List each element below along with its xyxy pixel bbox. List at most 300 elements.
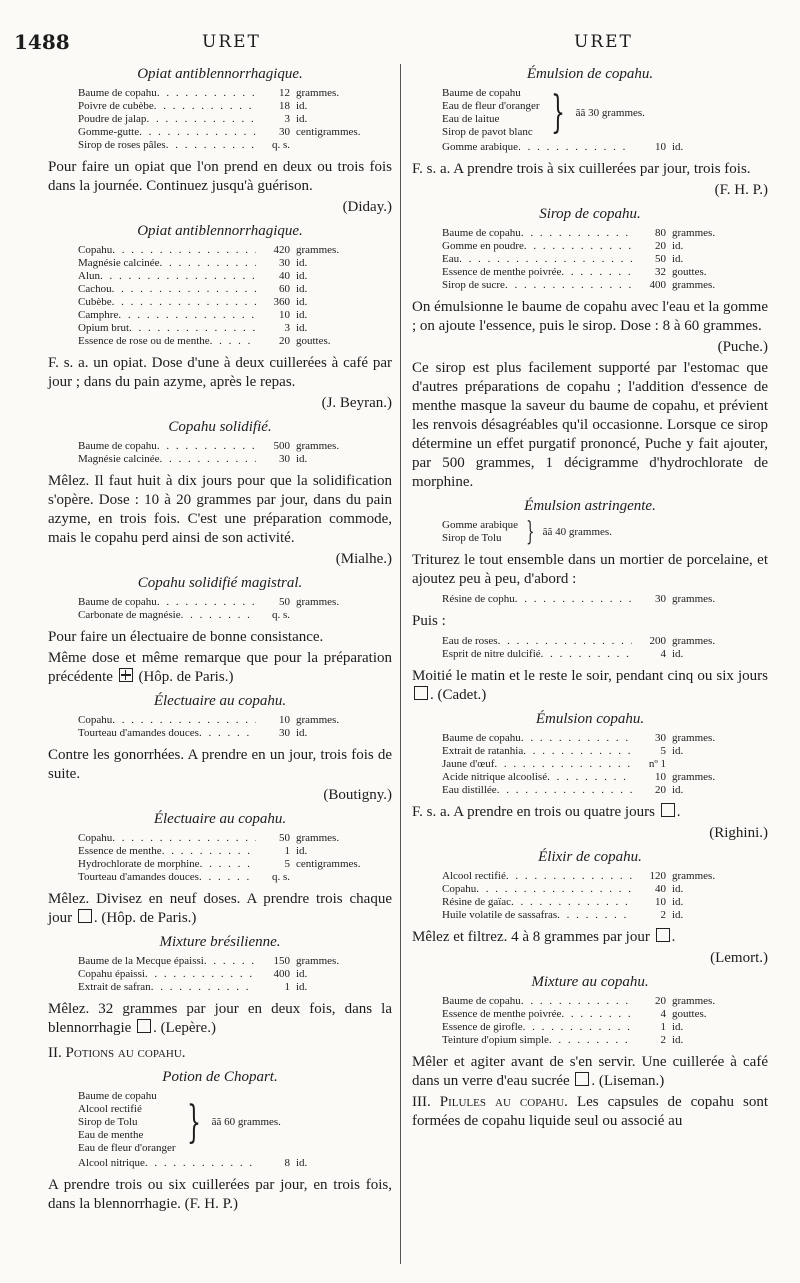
left-column <box>48 60 392 1216</box>
ingredient-quantity: 10 <box>279 309 290 321</box>
ingredient-quantity: 30 <box>279 126 290 138</box>
ingredient-row <box>78 113 392 126</box>
square-icon <box>414 686 428 700</box>
dot-leader <box>524 240 632 253</box>
ingredient-unit: id. <box>296 1157 308 1169</box>
ingredient-row <box>442 279 768 292</box>
ingredient-group <box>78 1090 392 1155</box>
ingredient-name: Eau distillée <box>442 784 497 796</box>
ingredient-name: Cubèbe <box>78 296 112 308</box>
ingredient-unit: grammes. <box>672 593 716 605</box>
ingredient-unit: id. <box>296 727 308 739</box>
ingredient-unit: id. <box>672 253 684 265</box>
ingredient-quantity: 80 <box>655 227 666 239</box>
recipe-title: Opiat antiblennorrhagique. <box>137 66 303 82</box>
ingredient-list <box>78 832 392 884</box>
ingredient-quantity: 200 <box>649 635 666 647</box>
ingredient-name: Baume de copahu <box>442 732 521 744</box>
dot-leader <box>541 648 632 661</box>
ingredient-row <box>442 1008 768 1021</box>
dot-leader <box>511 896 632 909</box>
ingredient-row <box>78 727 392 740</box>
ingredient-name: Baume de la Mecque épaissi <box>78 955 204 967</box>
group-ingredient: Sirop de pavot blanc <box>442 126 533 138</box>
ingredient-name: Gomme arabique <box>442 141 519 153</box>
ingredient-row <box>78 596 392 609</box>
column-divider <box>400 64 401 1264</box>
ingredient-quantity: 20 <box>655 784 666 796</box>
paragraph: Même dose et même remarque que pour la préparation précédente (Hôp. de Paris.) <box>48 650 392 685</box>
paragraph: Mêlez. 32 grammes par jour en deux fois, dans la blennorrhagie . (Lepère.) <box>48 1001 392 1036</box>
ingredient-unit: id. <box>296 322 308 334</box>
paragraph: Triturez le tout ensemble dans un mortier de porcelaine, et ajoutez peu à peu, d'abord : <box>412 552 768 587</box>
dot-leader <box>547 771 632 784</box>
paragraph: Mêlez. Il faut huit à dix jours pour que la solidification s'opère. Dose : 10 à 20 grammes par jour, dans du pain azyme, en trois fois. C'est une préparation commode, mais le copahu perd ainsi de son activité. <box>48 473 392 546</box>
ingredient-list <box>78 440 392 466</box>
ingredient-row <box>442 141 768 154</box>
ingredient-unit: id. <box>296 453 308 465</box>
dot-leader <box>561 1008 632 1021</box>
ingredient-unit: centigrammes. <box>296 126 361 138</box>
dot-leader <box>521 227 632 240</box>
recipe-title: Opiat antiblennorrhagique. <box>137 223 303 239</box>
ingredient-unit: id. <box>672 240 684 252</box>
ingredient-row <box>78 955 392 968</box>
dot-leader <box>476 883 632 896</box>
ingredient-name: Essence de menthe poivrée <box>442 266 562 278</box>
ingredient-row <box>78 335 392 348</box>
ingredient-row <box>78 244 392 257</box>
recipe-title: Mixture brésilienne. <box>159 934 281 950</box>
ingredient-list <box>442 141 768 154</box>
dot-leader <box>518 141 632 154</box>
ingredient-name: Copahu <box>78 714 113 726</box>
dot-leader <box>112 714 256 727</box>
ingredient-name: Copahu <box>78 832 113 844</box>
reference: (Diday.) <box>342 199 392 215</box>
ingredient-list <box>78 1157 392 1170</box>
ingredient-quantity: 20 <box>655 240 666 252</box>
ingredient-unit: id. <box>296 270 308 282</box>
ingredient-row <box>442 995 768 1008</box>
ingredient-quantity: 5 <box>284 858 290 870</box>
ingredient-name: Acide nitrique alcoolisé <box>442 771 548 783</box>
ingredient-unit: grammes. <box>296 440 340 452</box>
ingredient-unit: id. <box>672 909 684 921</box>
dot-leader <box>145 1157 256 1170</box>
ingredient-quantity: 30 <box>655 593 666 605</box>
section-heading: III. Pilules au copahu. <box>412 1094 568 1110</box>
ingredient-row <box>442 896 768 909</box>
dot-leader <box>549 1034 632 1047</box>
group-quantity: ãã 40 grammes. <box>542 525 612 538</box>
ingredient-name: Extrait de ratanhia <box>442 745 524 757</box>
ingredient-row <box>78 283 392 296</box>
brace-icon: } <box>550 87 565 138</box>
ingredient-quantity: 30 <box>655 732 666 744</box>
dot-leader <box>557 909 632 922</box>
ingredient-name: Eau de roses <box>442 635 498 647</box>
ingredient-name: Résine de gaïac <box>442 896 512 908</box>
ingredient-quantity: 420 <box>273 244 290 256</box>
dot-leader <box>157 87 256 100</box>
ingredient-name: Copahu <box>442 883 477 895</box>
ingredient-unit: id. <box>296 283 308 295</box>
dot-leader <box>200 858 256 871</box>
dot-leader <box>459 253 632 266</box>
ingredient-name: Magnésie calcinée <box>78 453 160 465</box>
ingredient-name: Opium brut <box>78 322 130 334</box>
ingredient-name: Essence de menthe <box>78 845 162 857</box>
ingredient-unit: id. <box>296 981 308 993</box>
recipe-title: Émulsion astringente. <box>524 498 656 514</box>
right-column <box>412 60 768 1133</box>
group-ingredient: Alcool rectifié <box>78 1103 142 1115</box>
square-icon <box>656 928 670 942</box>
ingredient-row <box>442 784 768 797</box>
ingredient-row <box>78 270 392 283</box>
recipe-title: Copahu solidifié magistral. <box>137 575 303 591</box>
ingredient-row <box>442 758 768 771</box>
ingredient-name: Essence de rose ou de menthe <box>78 335 210 347</box>
ingredient-unit: id. <box>296 309 308 321</box>
dot-leader <box>146 113 256 126</box>
ingredient-list <box>78 596 392 622</box>
ingredient-group <box>442 519 768 545</box>
ingredient-list <box>442 227 768 292</box>
ingredient-quantity: 30 <box>279 453 290 465</box>
ingredient-row <box>78 609 392 622</box>
group-ingredient: Gomme arabique <box>442 519 519 531</box>
paragraph: Contre les gonorrhées. A prendre en un jour, trois fois de suite. <box>48 747 392 782</box>
ingredient-name: Tourteau d'amandes douces <box>78 727 199 739</box>
ingredient-quantity: nº 1 <box>648 758 666 770</box>
reference: (F. H. P.) <box>714 182 768 198</box>
paragraph: Puis : <box>412 613 446 629</box>
group-quantity: ãã 60 grammes. <box>211 1116 281 1128</box>
dot-leader <box>515 593 632 606</box>
ingredient-quantity: 360 <box>273 296 290 308</box>
ingredient-unit: id. <box>296 113 308 125</box>
ingredient-row <box>78 981 392 994</box>
group-ingredient: Eau de laitue <box>442 113 500 125</box>
ingredient-row <box>442 1021 768 1034</box>
ingredient-row <box>78 139 392 152</box>
paragraph: F. s. a. un opiat. Dose d'une à deux cuillerées à café par jour ; dans du pain azyme, après le repas. <box>48 355 392 390</box>
dot-leader <box>521 995 632 1008</box>
ingredient-unit <box>296 609 392 622</box>
ingredient-unit: grammes. <box>296 955 340 967</box>
ingredient-name: Jaune d'œuf <box>442 758 495 770</box>
group-ingredient: Eau de fleur d'oranger <box>78 1142 176 1154</box>
ingredient-row <box>442 240 768 253</box>
ingredient-unit: grammes. <box>672 995 716 1007</box>
ingredient-quantity: 5 <box>660 745 666 757</box>
dot-leader <box>160 453 256 466</box>
dot-leader <box>498 635 632 648</box>
ingredient-unit: grammes. <box>296 832 340 844</box>
ingredient-quantity: 10 <box>655 896 666 908</box>
square-icon <box>137 1019 151 1033</box>
paragraph: F. s. a. A prendre trois à six cuillerées par jour, trois fois. <box>412 161 751 177</box>
dot-leader <box>494 758 632 771</box>
ingredient-unit <box>672 758 768 771</box>
ingredient-unit: grammes. <box>672 771 716 783</box>
ingredient-list <box>442 593 768 606</box>
square-icon <box>78 909 92 923</box>
ingredient-quantity: q. s. <box>271 139 290 151</box>
ingredient-unit: grammes. <box>296 714 340 726</box>
ingredient-name: Alcool rectifié <box>442 870 506 882</box>
ingredient-row <box>442 253 768 266</box>
ingredient-quantity: 3 <box>284 322 290 334</box>
ingredient-quantity: 30 <box>279 727 290 739</box>
cross-reference-plus-icon <box>119 668 133 682</box>
ingredient-unit: gouttes. <box>296 335 331 347</box>
ingredient-list <box>442 995 768 1047</box>
recipe-title: Copahu solidifié. <box>168 419 272 435</box>
dot-leader <box>112 283 256 296</box>
ingredient-row <box>442 593 768 606</box>
ingredient-list <box>78 87 392 152</box>
paragraph: III. Pilules au copahu. Les capsules de copahu sont formées de copahu liquide seul ou associé au <box>412 1094 768 1129</box>
ingredient-name: Cachou <box>78 283 112 295</box>
ingredient-row <box>78 968 392 981</box>
dot-leader <box>162 845 256 858</box>
ingredient-unit: id. <box>296 296 308 308</box>
paragraph: On émulsionne le baume de copahu avec l'eau et la gomme ; on ajoute l'essence, puis le sirop. Dose : 8 à 60 grammes. <box>412 299 768 334</box>
ingredient-row <box>78 1157 392 1170</box>
ingredient-quantity: 50 <box>655 253 666 265</box>
ingredient-quantity: 12 <box>279 87 290 99</box>
ingredient-name: Sirop de sucre <box>442 279 505 291</box>
ingredient-quantity: 18 <box>279 100 290 112</box>
ingredient-list <box>78 955 392 994</box>
ingredient-row <box>78 845 392 858</box>
ingredient-quantity: q. s. <box>271 609 290 621</box>
reference: (Mialhe.) <box>335 551 392 567</box>
ingredient-name: Magnésie calcinée <box>78 257 160 269</box>
dot-leader <box>523 1021 632 1034</box>
ingredient-unit: id. <box>672 141 684 153</box>
ingredient-name: Poudre de jalap <box>78 113 147 125</box>
ingredient-unit: id. <box>672 784 684 796</box>
ingredient-name: Essence de menthe poivrée <box>442 1008 562 1020</box>
group-ingredient: Sirop de Tolu <box>78 1116 138 1128</box>
ingredient-unit: id. <box>672 648 684 660</box>
recipe-title: Mixture au copahu. <box>531 974 649 990</box>
paragraph: Pour faire un opiat que l'on prend en deux ou trois fois dans la journée. Continuez jusqu'à guérison. <box>48 159 392 194</box>
ingredient-quantity: 50 <box>279 832 290 844</box>
ingredient-row <box>78 309 392 322</box>
ingredient-row <box>78 453 392 466</box>
ingredient-name: Esprit de nitre dulcifié <box>442 648 541 660</box>
ingredient-row <box>78 257 392 270</box>
ingredient-unit: id. <box>672 745 684 757</box>
ingredient-quantity: 30 <box>279 257 290 269</box>
paragraph: F. s. a. A prendre en trois ou quatre jours . <box>412 804 681 820</box>
ingredient-row <box>78 832 392 845</box>
ingredient-unit: id. <box>672 896 684 908</box>
ingredient-quantity: 20 <box>655 995 666 1007</box>
dot-leader <box>505 279 632 292</box>
ingredient-name: Baume de copahu <box>78 87 157 99</box>
ingredient-quantity: 120 <box>649 870 666 882</box>
ingredient-unit: gouttes. <box>672 266 707 278</box>
ingredient-unit <box>296 139 392 152</box>
ingredient-unit: id. <box>296 100 308 112</box>
reference: (Lemort.) <box>710 950 768 966</box>
recipe-title: Élixir de copahu. <box>538 849 642 865</box>
ingredient-quantity: 4 <box>660 1008 666 1020</box>
ingredient-quantity: 3 <box>284 113 290 125</box>
ingredient-quantity: 60 <box>279 283 290 295</box>
reference: (Puche.) <box>717 339 768 355</box>
ingredient-unit: id. <box>672 1034 684 1046</box>
reference: (J. Beyran.) <box>321 395 392 411</box>
dot-leader <box>112 244 256 257</box>
ingredient-name: Eau <box>442 253 460 265</box>
ingredient-name: Alcool nitrique <box>78 1157 145 1169</box>
paragraph: Moitié le matin et le reste le soir, pendant cinq ou six jours . (Cadet.) <box>412 668 768 703</box>
ingredient-row <box>78 858 392 871</box>
group-items <box>442 87 540 139</box>
ingredient-quantity: 40 <box>279 270 290 282</box>
group-items <box>78 1090 176 1155</box>
ingredient-row <box>442 1034 768 1047</box>
ingredient-group <box>442 87 768 139</box>
dot-leader <box>506 870 632 883</box>
ingredient-row <box>78 440 392 453</box>
dot-leader <box>139 126 256 139</box>
ingredient-quantity: 50 <box>279 596 290 608</box>
ingredient-name: Baume de copahu <box>78 440 157 452</box>
ingredient-list <box>78 244 392 348</box>
dot-leader <box>112 296 256 309</box>
dot-leader <box>199 727 256 740</box>
ingredient-name: Baume de copahu <box>442 227 521 239</box>
group-ingredient: Sirop de Tolu <box>442 532 502 544</box>
ingredient-row <box>78 296 392 309</box>
dot-leader <box>118 309 256 322</box>
dot-leader <box>112 832 256 845</box>
dot-leader <box>157 596 256 609</box>
dot-leader <box>160 257 256 270</box>
ingredient-row <box>442 909 768 922</box>
ingredient-name: Baume de copahu <box>442 995 521 1007</box>
brace-icon: } <box>186 1096 201 1148</box>
ingredient-unit: grammes. <box>672 227 716 239</box>
ingredient-quantity: 10 <box>655 141 666 153</box>
ingredient-unit: gouttes. <box>672 1008 707 1020</box>
paragraph: Mêlez et filtrez. 4 à 8 grammes par jour . <box>412 929 676 945</box>
dot-leader <box>523 745 632 758</box>
square-icon <box>661 803 675 817</box>
dot-leader <box>181 609 256 622</box>
recipe-title: Potion de Chopart. <box>162 1069 278 1085</box>
paragraph: Pour faire un électuaire de bonne consistance. <box>48 629 324 645</box>
ingredient-name: Tourteau d'amandes douces <box>78 871 199 883</box>
ingredient-quantity: 500 <box>273 440 290 452</box>
ingredient-name: Extrait de safran <box>78 981 151 993</box>
ingredient-name: Sirop de roses pâles <box>78 139 166 151</box>
ingredient-quantity: 10 <box>655 771 666 783</box>
ingredient-unit: id. <box>296 845 308 857</box>
running-head-left: URET <box>202 32 261 52</box>
ingredient-list <box>442 732 768 797</box>
ingredient-name: Hydrochlorate de morphine <box>78 858 200 870</box>
group-ingredient: Eau de menthe <box>78 1129 144 1141</box>
ingredient-quantity: 40 <box>655 883 666 895</box>
running-head-right: URET <box>574 32 633 52</box>
dot-leader <box>199 871 256 884</box>
dot-leader <box>521 732 632 745</box>
ingredient-row <box>442 771 768 784</box>
ingredient-unit: grammes. <box>672 635 716 647</box>
dot-leader <box>561 266 632 279</box>
reference: (Boutigny.) <box>323 787 392 803</box>
dot-leader <box>129 322 256 335</box>
ingredient-unit: grammes. <box>672 870 716 882</box>
ingredient-row <box>442 745 768 758</box>
recipe-title: Électuaire au copahu. <box>153 693 287 709</box>
ingredient-quantity: 1 <box>284 845 290 857</box>
ingredient-name: Huile volatile de sassafras <box>442 909 558 921</box>
ingredient-quantity: 2 <box>660 1034 666 1046</box>
paragraph: A prendre trois ou six cuillerées par jour, en trois fois, dans la blennorrhagie. (F. H. P.) <box>48 1177 392 1212</box>
ingredient-name: Carbonate de magnésie <box>78 609 181 621</box>
ingredient-row <box>78 871 392 884</box>
ingredient-quantity: 1 <box>660 1021 666 1033</box>
recipe-title: Émulsion de copahu. <box>526 66 654 82</box>
recipe-title: Émulsion copahu. <box>535 711 645 727</box>
ingredient-unit: centigrammes. <box>296 858 361 870</box>
ingredient-name: Alun <box>78 270 100 282</box>
group-ingredient: Eau de fleur d'oranger <box>442 100 540 112</box>
ingredient-quantity: 1 <box>284 981 290 993</box>
recipe-title: Électuaire au copahu. <box>153 811 287 827</box>
ingredient-unit: grammes. <box>296 244 340 256</box>
group-ingredient: Baume de copahu <box>78 1090 157 1102</box>
ingredient-row <box>442 266 768 279</box>
ingredient-unit: grammes. <box>672 732 716 744</box>
ingredient-unit: id. <box>672 883 684 895</box>
dot-leader <box>154 100 256 113</box>
ingredient-row <box>442 883 768 896</box>
ingredient-list <box>442 635 768 661</box>
ingredient-quantity: 20 <box>279 335 290 347</box>
ingredient-name: Baume de copahu <box>78 596 157 608</box>
ingredient-name: Teinture d'opium simple <box>442 1034 549 1046</box>
ingredient-row <box>78 100 392 113</box>
ingredient-name: Copahu épaissi <box>78 968 145 980</box>
ingredient-row <box>442 870 768 883</box>
dot-leader <box>100 270 256 283</box>
ingredient-quantity: 4 <box>660 648 666 660</box>
ingredient-row <box>78 126 392 139</box>
ingredient-row <box>442 227 768 240</box>
ingredient-list <box>78 714 392 740</box>
ingredient-quantity: 400 <box>649 279 666 291</box>
ingredient-row <box>442 635 768 648</box>
paragraph: Mêler et agiter avant de s'en servir. Une cuillerée à café dans un verre d'eau sucrée . (Liseman.) <box>412 1054 768 1089</box>
page-header <box>14 30 786 56</box>
ingredient-row <box>442 648 768 661</box>
ingredient-unit: grammes. <box>296 596 340 608</box>
dot-leader <box>145 968 256 981</box>
ingredient-name: Gomme-gutte <box>78 126 140 138</box>
ingredient-unit: grammes. <box>296 87 340 99</box>
